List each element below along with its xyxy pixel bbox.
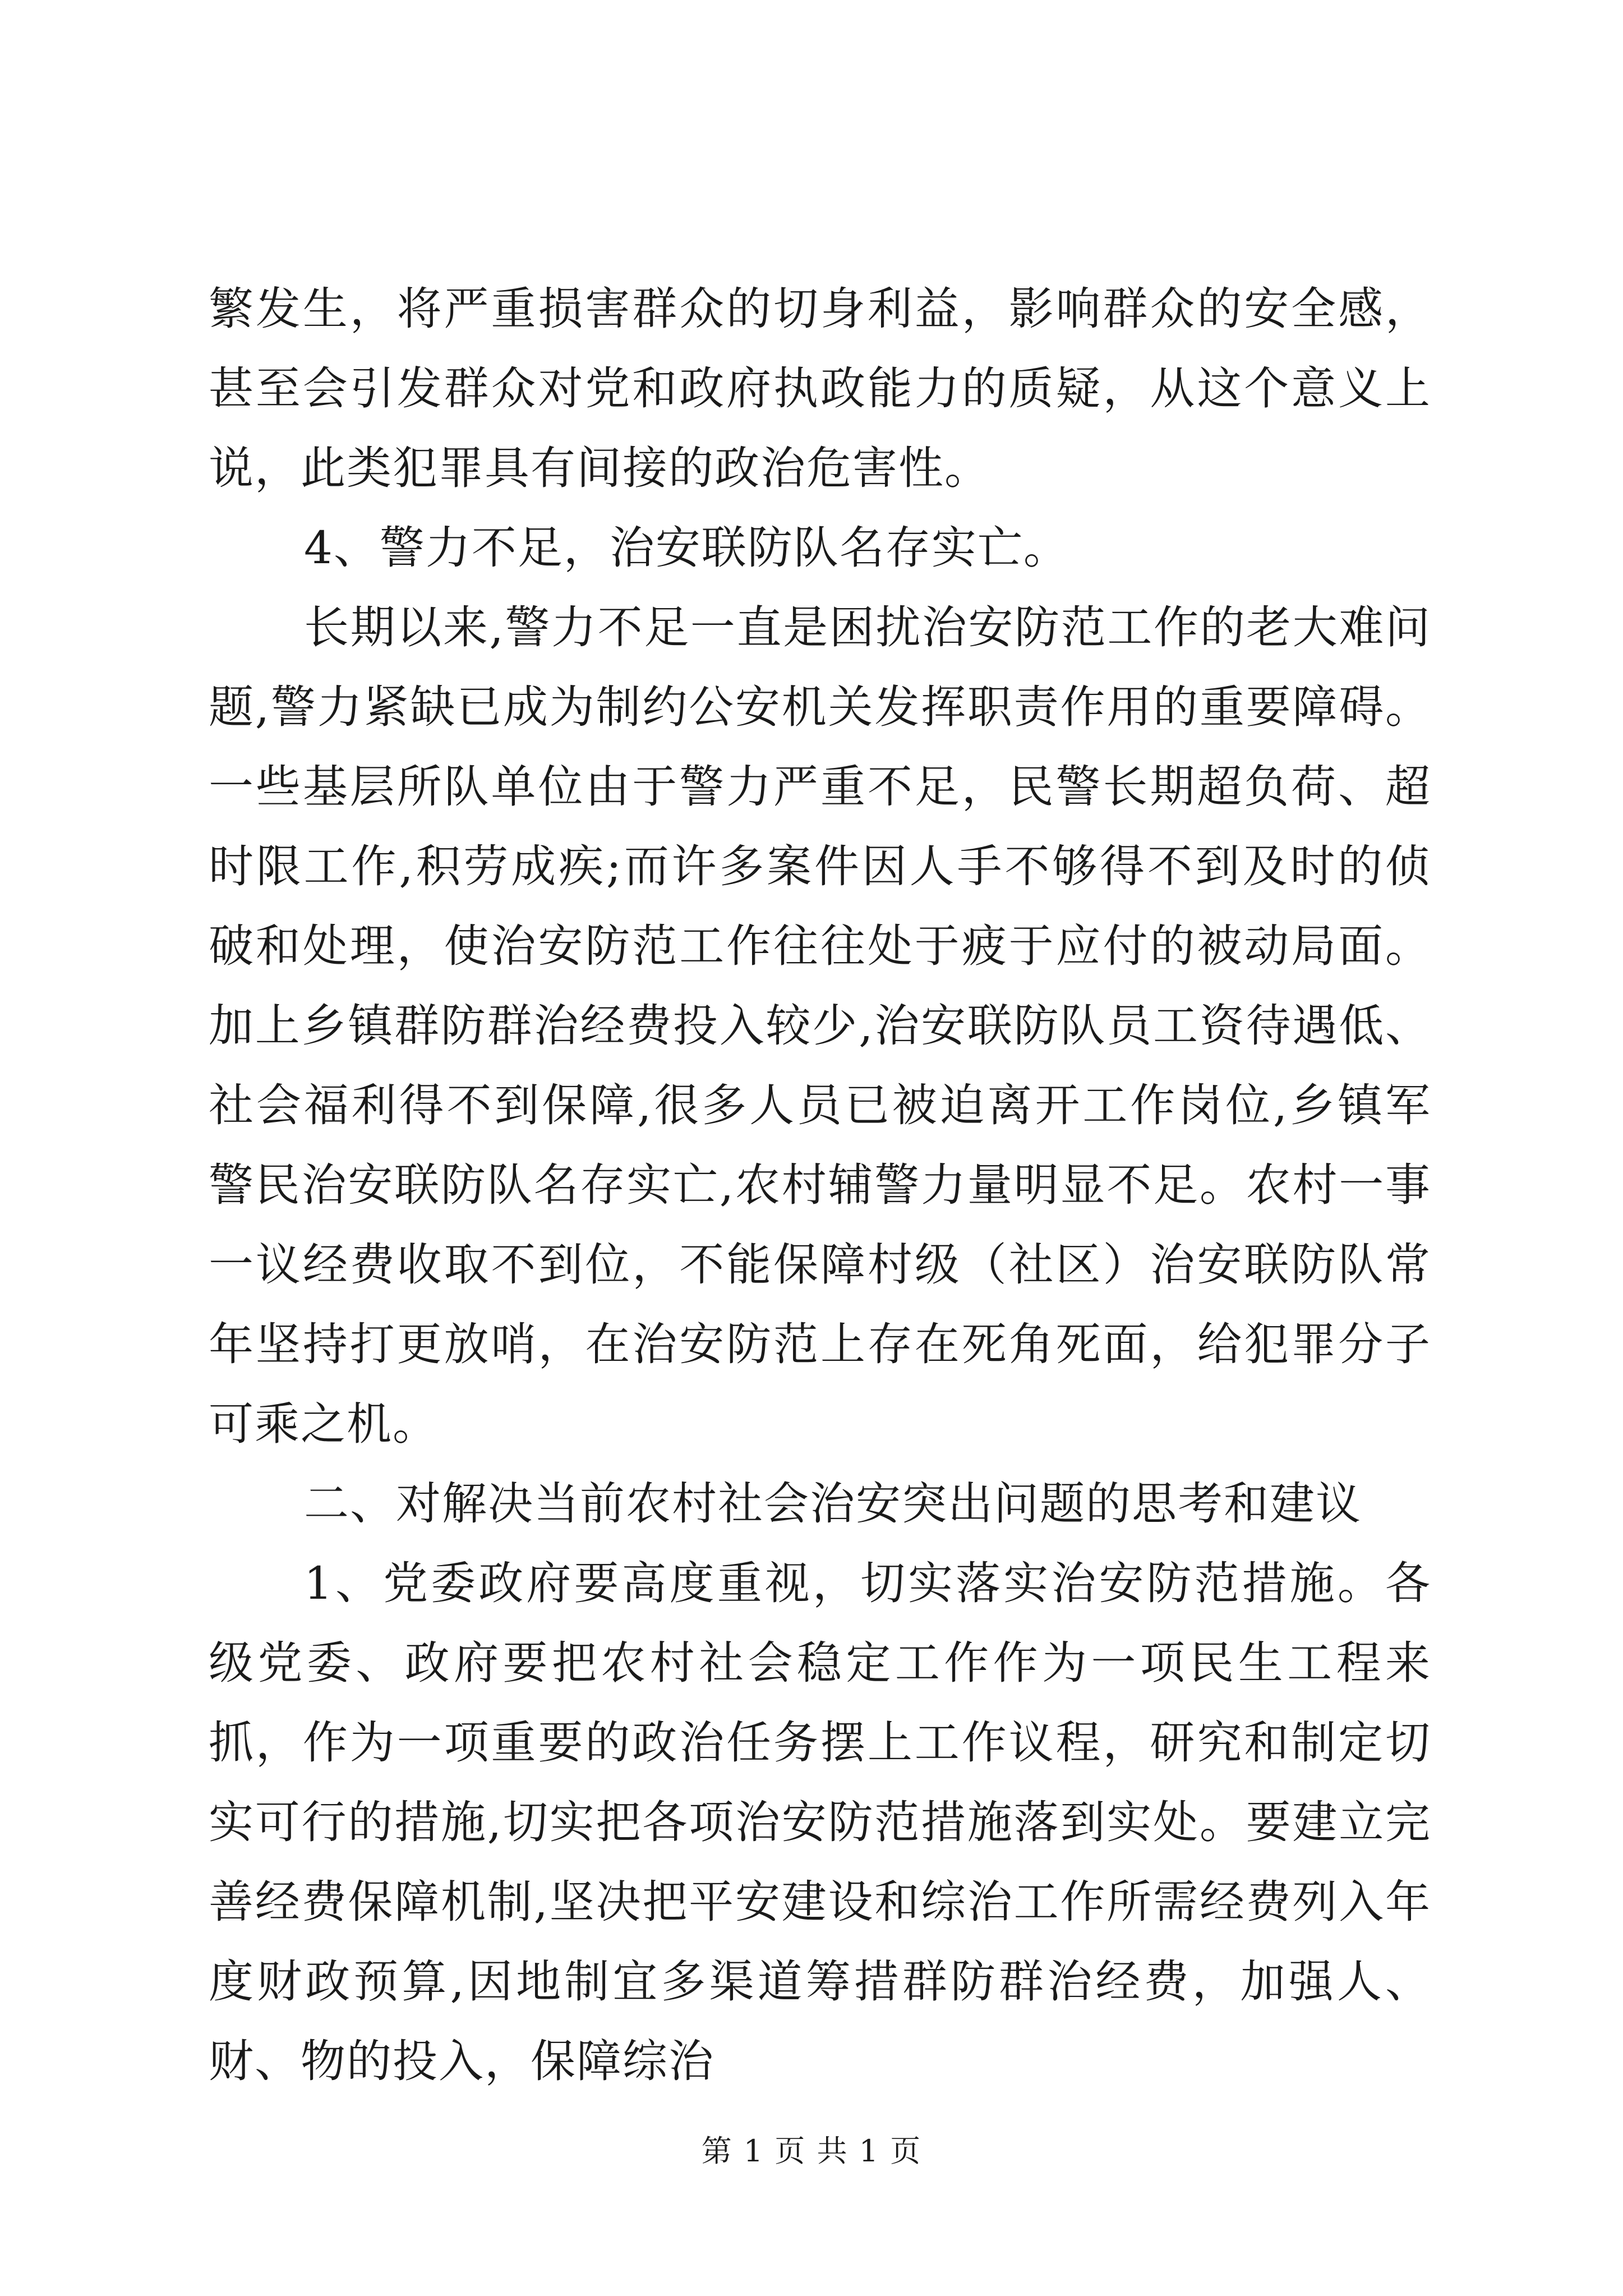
section-heading: 二、对解决当前农村社会治安突出问题的思考和建议 [304,1478,1362,1530]
paragraph-5: 1、党委政府要高度重视，切实落实治安防范措施。各级党委、政府要把农村社会稳定工作作为一项民生工程来抓，作为一项重要的政治任务摆上工作议程，研究和制定切实可行的措施,切实把各项治安防范措施落到实处。要建立完善经费保障机制,坚决把平安建设和综治工作所需经费列入年度财政预算,因地制宜多渠道筹措群防群治经费，加强人、财、物的投入，保障综治 [209,1557,1431,2087]
paragraph-2: 4、警力不足，治安联防队名存实亡。 [304,522,1069,574]
page-footer: 第 1 页 共 1 页 [701,2133,922,2169]
paragraph-3: 长期以来,警力不足一直是困扰治安防范工作的老大难问题,警力紧缺已成为制约公安机关发挥职责作用的重要障碍。一些基层所队单位由于警力严重不足，民警长期超负荷、超时限工作,积劳成疾;而许多案件因人手不够得不到及时的侦破和处理，使治安防范工作往往处于疲于应付的被动局面。加上乡镇群防群治经费投入较少,治安联防队员工资待遇低、社会福利得不到保障,很多人员已被迫离开工作岗位,乡镇军警民治安联防队名存实亡,农村辅警力量明显不足。农村一事一议经费收取不到位，不能保障村级（社区）治安联防队常年坚持打更放哨，在治安防范上存在死角死面，给犯罪分子可乘之机。 [209,601,1431,1450]
document-body [209,269,1431,2101]
paragraph-1: 繁发生，将严重损害群众的切身利益，影响群众的安全感，甚至会引发群众对党和政府执政能力的质疑，从这个意义上说，此类犯罪具有间接的政治危害性。 [209,283,1431,494]
